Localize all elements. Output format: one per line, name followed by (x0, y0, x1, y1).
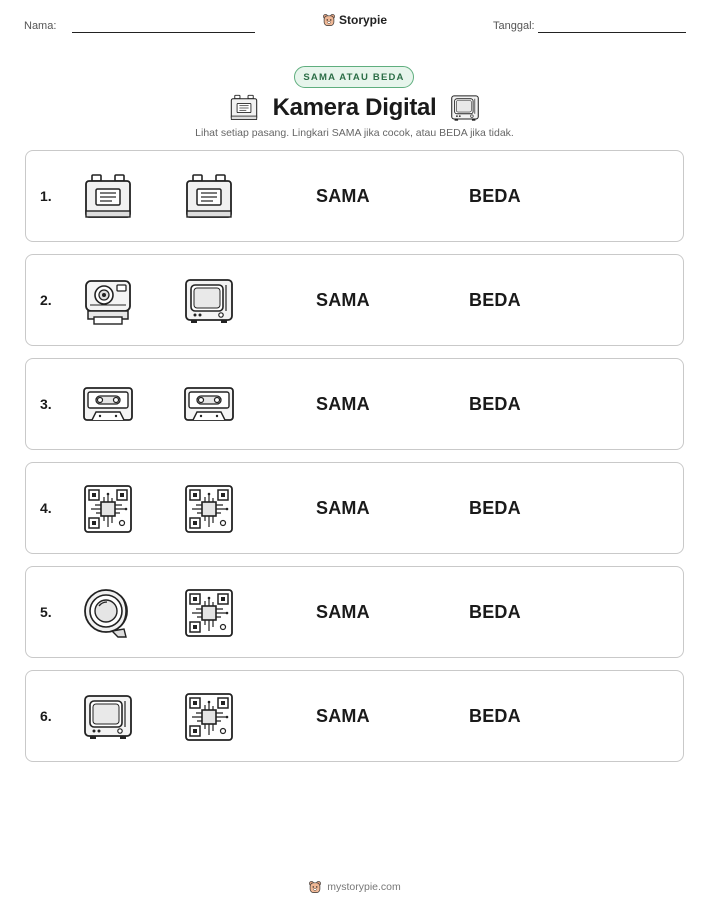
different-option[interactable]: BEDA (469, 186, 521, 206)
name-input-line[interactable] (72, 32, 255, 33)
question-row (25, 462, 684, 554)
cassette-icon (82, 379, 134, 431)
question-number: 4. (40, 500, 52, 516)
different-option[interactable]: BEDA (469, 602, 521, 622)
instruction-text: Lihat setiap pasang. Lingkari SAMA jika cocok, atau BEDA jika tidak. (195, 127, 514, 139)
crt-tv-icon (82, 691, 134, 743)
same-option[interactable]: SAMA (316, 602, 370, 622)
question-row (25, 670, 684, 762)
footer (0, 880, 709, 894)
question-row (25, 358, 684, 450)
different-option[interactable]: BEDA (469, 394, 521, 414)
question-number: 5. (40, 604, 52, 620)
page-title: Kamera Digital (272, 94, 437, 121)
question-number: 1. (40, 188, 52, 204)
instant-camera-icon (82, 275, 134, 327)
worksheet-header (0, 0, 709, 50)
microchip-icon (183, 483, 235, 535)
battery-icon (82, 171, 134, 223)
question-row (25, 254, 684, 346)
question-row (25, 150, 684, 242)
question-row (25, 566, 684, 658)
question-number: 3. (40, 396, 52, 412)
battery-icon (229, 93, 259, 123)
bear-logo-icon (322, 13, 336, 27)
date-input-line[interactable] (538, 32, 686, 33)
same-option[interactable]: SAMA (316, 706, 370, 726)
same-option[interactable]: SAMA (316, 186, 370, 206)
different-option[interactable]: BEDA (469, 706, 521, 726)
footer-url: mystorypie.com (327, 881, 401, 893)
different-option[interactable]: BEDA (469, 290, 521, 310)
question-number: 2. (40, 292, 52, 308)
brand-name: Storypie (339, 13, 388, 27)
microchip-icon (82, 483, 134, 535)
same-option[interactable]: SAMA (316, 290, 370, 310)
crt-tv-icon (183, 275, 235, 327)
question-number: 6. (40, 708, 52, 724)
camera-lens-icon (82, 587, 134, 639)
bear-logo-icon (308, 880, 322, 894)
cassette-icon (183, 379, 235, 431)
different-option[interactable]: BEDA (469, 498, 521, 518)
title-row (0, 91, 709, 125)
activity-badge: SAMA ATAU BEDA (294, 66, 414, 88)
same-option[interactable]: SAMA (316, 394, 370, 414)
battery-icon (183, 171, 235, 223)
brand-logo (322, 13, 387, 27)
crt-tv-icon (450, 93, 480, 123)
name-label: Nama: (24, 20, 57, 32)
date-label: Tanggal: (493, 20, 535, 32)
same-option[interactable]: SAMA (316, 498, 370, 518)
microchip-icon (183, 587, 235, 639)
microchip-icon (183, 691, 235, 743)
